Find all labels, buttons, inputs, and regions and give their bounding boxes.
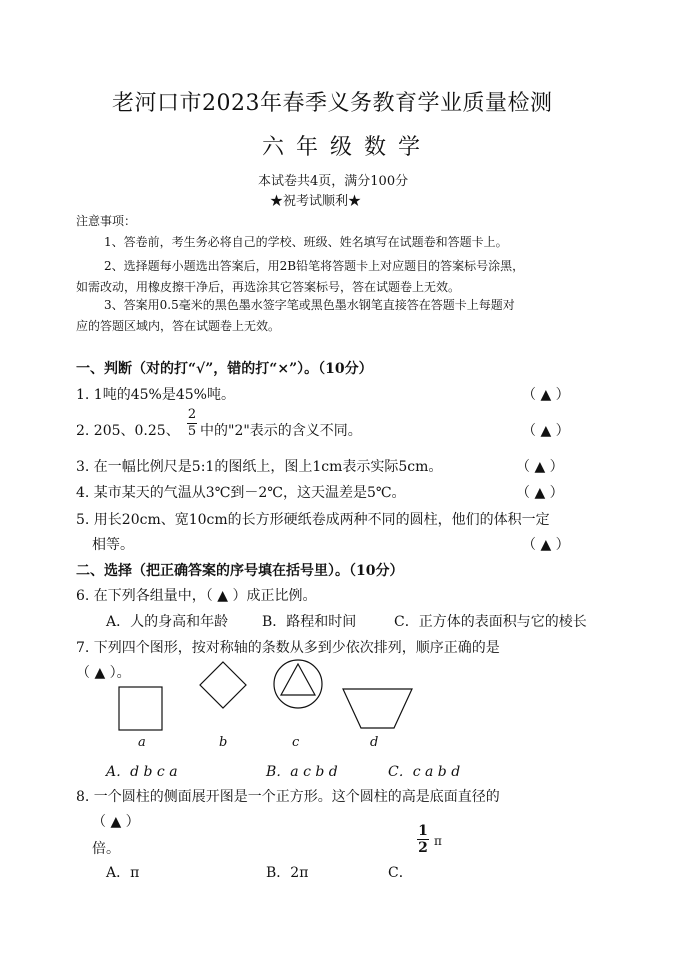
question-5-line1: 5. 用长20cm、宽10cm的长方形硬纸卷成两种不同的圆柱，他们的体积一定 xyxy=(76,512,550,528)
question-8-line3: 倍。 xyxy=(92,841,120,857)
exam-info: 本试卷共4页，满分100分 xyxy=(258,174,409,189)
figure-label-c: c xyxy=(292,735,300,750)
figure-label-a: a xyxy=(138,735,146,750)
figure-circle-with-triangle xyxy=(272,658,324,710)
question-7-option-a: A．d b c a xyxy=(106,764,178,780)
question-8-option-b: B．2π xyxy=(266,865,309,881)
figure-label-b: b xyxy=(219,735,228,750)
question-7-option-c: C．c a b d xyxy=(388,764,461,780)
notice-line: 1、答卷前，考生务必将自己的学校、班级、姓名填写在试题卷和答题卡上。 xyxy=(104,235,508,249)
answer-mark-4: （ ▲ ） xyxy=(516,485,564,501)
question-6-option-a: A．人的身高和年龄 xyxy=(106,614,229,630)
figure-trapezoid xyxy=(342,688,414,730)
question-7-line2: （ ▲ ）。 xyxy=(76,665,131,681)
notice-line: 3、答案用0.5毫米的黑色墨水签字笔或黑色墨水钢笔直接答在答题卡上每题对 xyxy=(104,298,515,312)
fraction-numerator: 1 xyxy=(418,823,428,839)
question-6-option-b: B．路程和时间 xyxy=(262,614,357,630)
section2-heading: 二、选择（把正确答案的序号填在括号里）。（10分） xyxy=(76,563,404,579)
answer-mark-5: （ ▲ ） xyxy=(522,537,570,553)
question-7-option-b: B．a c b d xyxy=(266,764,338,780)
exam-title: 老河口市2023年春季义务教育学业质量检测 xyxy=(112,91,553,116)
fraction-denominator: 2 xyxy=(418,840,428,856)
notice-line: 2、选择题每小题选出答案后，用2B铅笔将答题卡上对应题目的答案标号涂黑， xyxy=(104,259,525,273)
fraction-two-fifths xyxy=(186,408,198,439)
question-8-line1: 8. 一个圆柱的侧面展开图是一个正方形。这个圆柱的高是底面直径的 xyxy=(76,789,500,805)
question-6: 6. 在下列各组量中，（ ▲ ）成正比例。 xyxy=(76,588,317,604)
answer-mark-1: （ ▲ ） xyxy=(522,387,570,403)
answer-mark-2: （ ▲ ） xyxy=(522,423,570,439)
notice-line: 如需改动，用橡皮擦干净后，再选涂其它答案标号，答在试题卷上无效。 xyxy=(76,280,461,294)
question-1: 1. 1吨的45%是45%吨。 xyxy=(76,387,235,403)
figure-rhombus xyxy=(198,660,248,710)
question-8-line2: （ ▲ ） xyxy=(92,814,140,830)
exam-wish: ★祝考试顺利★ xyxy=(270,194,362,209)
pi-symbol: π xyxy=(434,834,442,848)
answer-mark-3: （ ▲ ） xyxy=(516,459,564,475)
exam-subtitle: 六年级数学 xyxy=(262,135,433,160)
notice-heading: 注意事项： xyxy=(76,214,137,228)
fraction-denominator: 5 xyxy=(187,424,197,439)
question-2-suffix: 中的"2"表示的含义不同。 xyxy=(200,423,362,439)
notice-line: 应的答题区域内，答在试题卷上无效。 xyxy=(76,319,281,333)
figure-label-d: d xyxy=(370,735,379,750)
question-7-line1: 7. 下列四个图形，按对称轴的条数从多到少依次排列，顺序正确的是 xyxy=(76,640,500,656)
question-8-option-c: C． xyxy=(388,865,413,881)
section1-heading: 一、判断（对的打“√”，错的打“×”）。（10分） xyxy=(76,361,373,377)
fraction-one-half xyxy=(416,824,430,855)
question-3: 3. 在一幅比例尺是5:1的图纸上，图上1cm表示实际5cm。 xyxy=(76,459,443,475)
question-5-line2: 相等。 xyxy=(92,537,134,553)
question-6-option-c: C．正方体的表面积与它的棱长 xyxy=(394,614,587,630)
figure-square xyxy=(118,686,164,732)
fraction-numerator: 2 xyxy=(187,407,197,422)
question-8-option-a: A．π xyxy=(106,865,140,881)
question-4: 4. 某市某天的气温从3℃到－2℃，这天温差是5℃。 xyxy=(76,485,406,501)
question-2-prefix: 2. 205、0.25、 xyxy=(76,423,180,439)
